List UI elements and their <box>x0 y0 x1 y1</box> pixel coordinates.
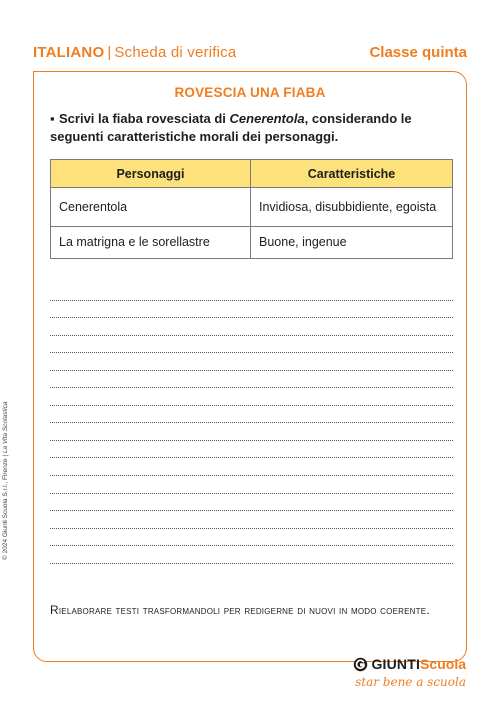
brand-name-scuola: Scuola <box>420 656 466 672</box>
characters-table <box>50 159 453 259</box>
writing-line[interactable] <box>50 441 453 459</box>
brand-tagline: star bene a scuola <box>355 675 466 689</box>
instruction-text-end: , considerando le seguenti caratteristiche morali dei personaggi. <box>50 111 412 144</box>
page-header <box>33 44 467 64</box>
writing-line[interactable] <box>50 371 453 389</box>
writing-line[interactable] <box>50 423 453 441</box>
table-row <box>51 188 453 227</box>
header-separator: | <box>107 44 112 61</box>
writing-area[interactable] <box>50 283 453 564</box>
table-cell-traits: Buone, ingenue <box>251 227 453 259</box>
writing-line[interactable] <box>50 336 453 354</box>
writing-line[interactable] <box>50 406 453 424</box>
exercise-instruction <box>50 110 445 145</box>
grade-label: Classe quinta <box>369 44 467 61</box>
writing-line[interactable] <box>50 388 453 406</box>
bullet-icon: ▪ <box>50 111 55 126</box>
writing-line[interactable] <box>50 283 453 301</box>
writing-line[interactable] <box>50 494 453 512</box>
writing-line[interactable] <box>50 546 453 564</box>
sheet-type-label: Scheda di verifica <box>114 44 237 61</box>
writing-line[interactable] <box>50 511 453 529</box>
subject-heading <box>33 44 236 61</box>
table-header-row <box>51 160 453 188</box>
copyright-text: © 2024 Giunti Scuola S.r.l., Firenze | <box>2 453 9 560</box>
learning-objective: Rielaborare testi trasformandoli per redigerne di nuovi in modo coerente. <box>50 603 430 617</box>
instruction-work-title: Cenerentola <box>229 111 305 126</box>
brand-name-giunti: GIUNTI <box>371 656 421 672</box>
instruction-text-start: Scrivi la fiaba rovesciata di <box>59 111 230 126</box>
subject-label: ITALIANO <box>33 44 105 61</box>
table-row <box>51 227 453 259</box>
table-cell-traits: Invidiosa, disubbidiente, egoista <box>251 188 453 227</box>
giunti-g-logo-icon <box>353 657 368 672</box>
table-cell-character: Cenerentola <box>51 188 251 227</box>
publisher-brand <box>316 656 466 696</box>
column-header-traits: Caratteristiche <box>251 160 453 188</box>
writing-line[interactable] <box>50 353 453 371</box>
exercise-title: ROVESCIA UNA FIABA <box>174 85 326 100</box>
writing-line[interactable] <box>50 318 453 336</box>
writing-line[interactable] <box>50 301 453 319</box>
publisher-logo <box>353 656 466 672</box>
writing-line[interactable] <box>50 529 453 547</box>
exercise-card <box>33 71 467 662</box>
writing-line[interactable] <box>50 458 453 476</box>
table-cell-character: La matrigna e le sorellastre <box>51 227 251 259</box>
magazine-name: La Vita Scolastica <box>2 401 9 454</box>
copyright-notice <box>2 340 9 560</box>
column-header-characters: Personaggi <box>51 160 251 188</box>
writing-line[interactable] <box>50 476 453 494</box>
